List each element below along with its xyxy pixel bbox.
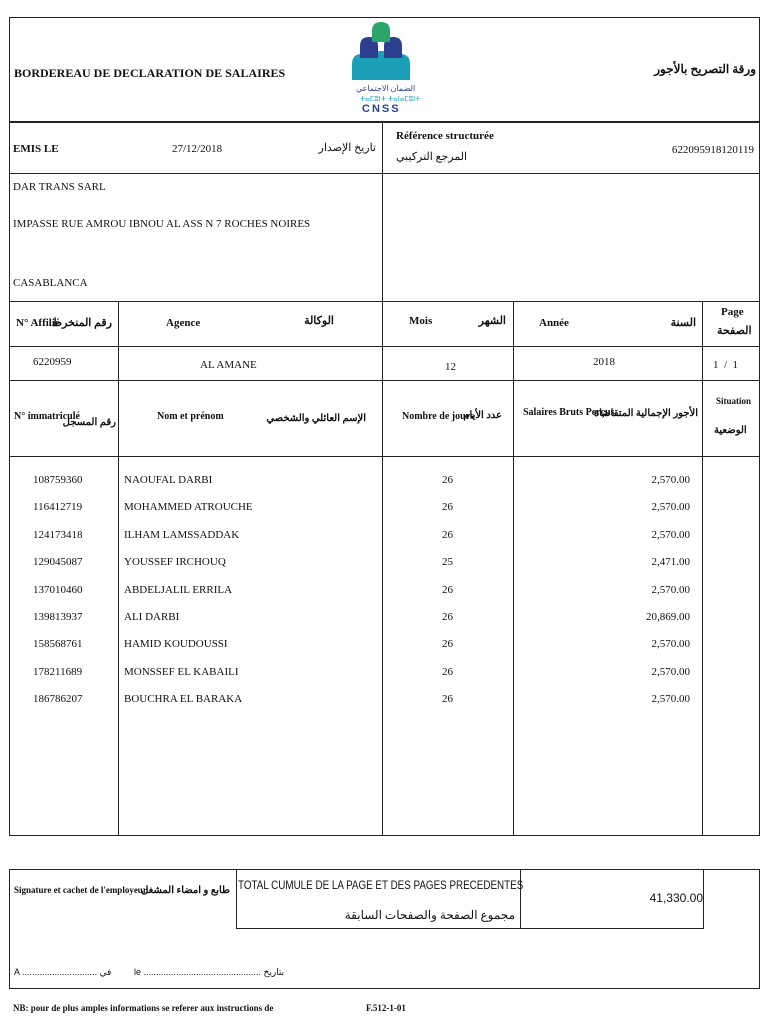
logo-arabic: الضمان الاجتماعي <box>356 84 416 93</box>
immatricule-header-ar: رقم المسجل <box>62 417 116 428</box>
employee-name: BOUCHRA EL BARAKA <box>124 693 243 706</box>
table-row <box>0 577 768 604</box>
employer-box-right <box>382 173 760 302</box>
info-header-row <box>9 301 760 347</box>
total-label-fr: TOTAL CUMULE DE LA PAGE ET DES PAGES PRECEDENTES <box>238 878 524 892</box>
employee-id: 129045087 <box>33 556 83 569</box>
immatricule-header-fr: N° immatriculé <box>14 411 80 422</box>
employee-days: 26 <box>442 638 453 651</box>
signature-label-fr: Signature et cachet de l'employeur <box>14 885 147 895</box>
employee-id: 137010460 <box>33 583 83 596</box>
table-row <box>0 659 768 686</box>
annee-label-ar: السنة <box>670 317 696 329</box>
table-row <box>0 467 768 494</box>
mois-label-ar: الشهر <box>478 315 506 327</box>
table-row <box>0 522 768 549</box>
page-label-ar: الصفحة <box>717 325 752 337</box>
table-row <box>0 686 768 713</box>
agence-label-ar: الوكالة <box>304 315 334 327</box>
employee-id: 124173418 <box>33 528 83 541</box>
employee-salary: 2,570.00 <box>651 583 690 596</box>
situation-header-fr: Situation <box>716 396 752 406</box>
reference-value: 62209591812011​9 <box>671 144 754 156</box>
total-label-ar: مجموع الصفحة والصفحات السابقة <box>344 908 515 922</box>
logo-tifinagh: ⵜⴰⵎⵓⵏⵜ ⵜⴰⵏⴰⵎⵓⵏⵜ <box>360 95 421 103</box>
employee-days: 26 <box>442 665 453 678</box>
mois-value: 12 <box>445 361 456 373</box>
employer-city: CASABLANCA <box>13 277 88 289</box>
jours-header-ar: عدد الأيام <box>463 410 502 421</box>
employee-name: YOUSSEF IRCHOUQ <box>124 556 226 569</box>
agence-value: AL AMANE <box>200 359 257 371</box>
nom-header-ar: الإسم العائلي والشخصي <box>266 413 366 424</box>
employee-id: 178211689 <box>33 665 83 678</box>
title-fr: BORDEREAU DE DECLARATION DE SALAIRES <box>14 66 286 80</box>
employer-address: IMPASSE RUE AMROU IBNOU AL ASS N 7 ROCHES NOIRES <box>13 218 311 230</box>
employee-salary: 2,570.00 <box>651 501 690 514</box>
employee-id: 186786207 <box>33 693 83 706</box>
jours-header-fr: Nombre de jours <box>402 411 475 422</box>
logo-acronym: CNSS <box>362 103 401 115</box>
annee-value: 2018 <box>593 356 615 368</box>
date-line: le ............................................... بتاريخ <box>134 967 285 977</box>
table-row <box>0 549 768 576</box>
emis-le-label: EMIS LE <box>13 143 59 155</box>
page-label-fr: Page <box>721 306 744 318</box>
affilie-value: 6220959 <box>33 356 72 368</box>
signature-label-ar: طابع و امضاء المشغل <box>141 885 230 896</box>
employee-days: 26 <box>442 693 453 706</box>
info-values-row <box>9 346 760 381</box>
employee-name: ILHAM LAMSSADDAK <box>124 528 240 541</box>
form-code: F.512-1-01 <box>366 1003 406 1013</box>
agence-label-fr: Agence <box>166 317 201 329</box>
employee-id: 108759360 <box>33 474 83 486</box>
emission-date: 27/12/2018 <box>172 143 223 155</box>
employee-id: 116412719 <box>33 501 83 514</box>
emis-le-label-ar: تاريخ الإصدار <box>318 142 376 154</box>
employee-days: 26 <box>442 474 453 486</box>
employee-name: MOHAMMED ATROUCHE <box>124 501 253 514</box>
cnss-logo-icon <box>348 20 414 82</box>
cnss-logo <box>348 20 421 118</box>
employee-name: ALI DARBI <box>124 611 180 623</box>
employee-name: ABDELJALIL ERRILA <box>124 583 233 596</box>
employee-name: MONSSEF EL KABAILI <box>124 665 239 678</box>
title-ar: ورقة التصريح بالأجور <box>654 62 756 76</box>
table-row <box>0 604 768 631</box>
employee-salary: 2,570.00 <box>651 665 690 678</box>
annee-label-fr: Année <box>539 317 569 329</box>
employee-name: HAMID KOUDOUSSI <box>124 638 228 651</box>
employee-days: 26 <box>442 528 453 541</box>
employee-salary: 2,471.00 <box>651 556 690 569</box>
table-row <box>0 631 768 658</box>
employee-salary: 2,570.00 <box>651 528 690 541</box>
salaires-header-fr: Salaires Bruts Perçus <box>523 407 615 418</box>
affilie-label-ar: رقم المنخرط <box>51 317 112 329</box>
salaires-header-ar: الأجور الإجمالية المتقاضاة <box>593 408 698 419</box>
employee-days: 26 <box>442 501 453 514</box>
place-line: A .............................. في <box>14 967 112 977</box>
employee-name: NAOUFAL DARBI <box>124 474 213 486</box>
employer-name: DAR TRANS SARL <box>13 181 106 193</box>
total-value: 41,330.00 <box>649 891 703 905</box>
situation-header-ar: الوضعية <box>714 425 747 436</box>
table-row <box>0 494 768 521</box>
employee-days: 25 <box>442 556 453 569</box>
nom-header-fr: Nom et prénom <box>157 411 224 422</box>
footnote: NB: pour de plus amples informations se referer aux instructions de <box>13 1003 274 1013</box>
employee-salary: 2,570.00 <box>651 474 690 486</box>
reference-label-fr: Référence structurée <box>396 130 494 142</box>
employee-days: 26 <box>442 583 453 596</box>
affilie-label-fr: N° Affilié <box>16 317 60 329</box>
employee-salary: 2,570.00 <box>651 638 690 651</box>
employee-id: 158568761 <box>33 638 83 651</box>
employee-salary: 2,570.00 <box>651 693 690 706</box>
page-value: 1 / 1 <box>713 359 739 371</box>
reference-label-ar: المرجع التركيبي <box>396 151 468 163</box>
employee-days: 26 <box>442 611 453 623</box>
employee-salary: 20,869.00 <box>646 611 690 623</box>
mois-label-fr: Mois <box>409 315 433 327</box>
employee-id: 139813937 <box>33 611 83 623</box>
